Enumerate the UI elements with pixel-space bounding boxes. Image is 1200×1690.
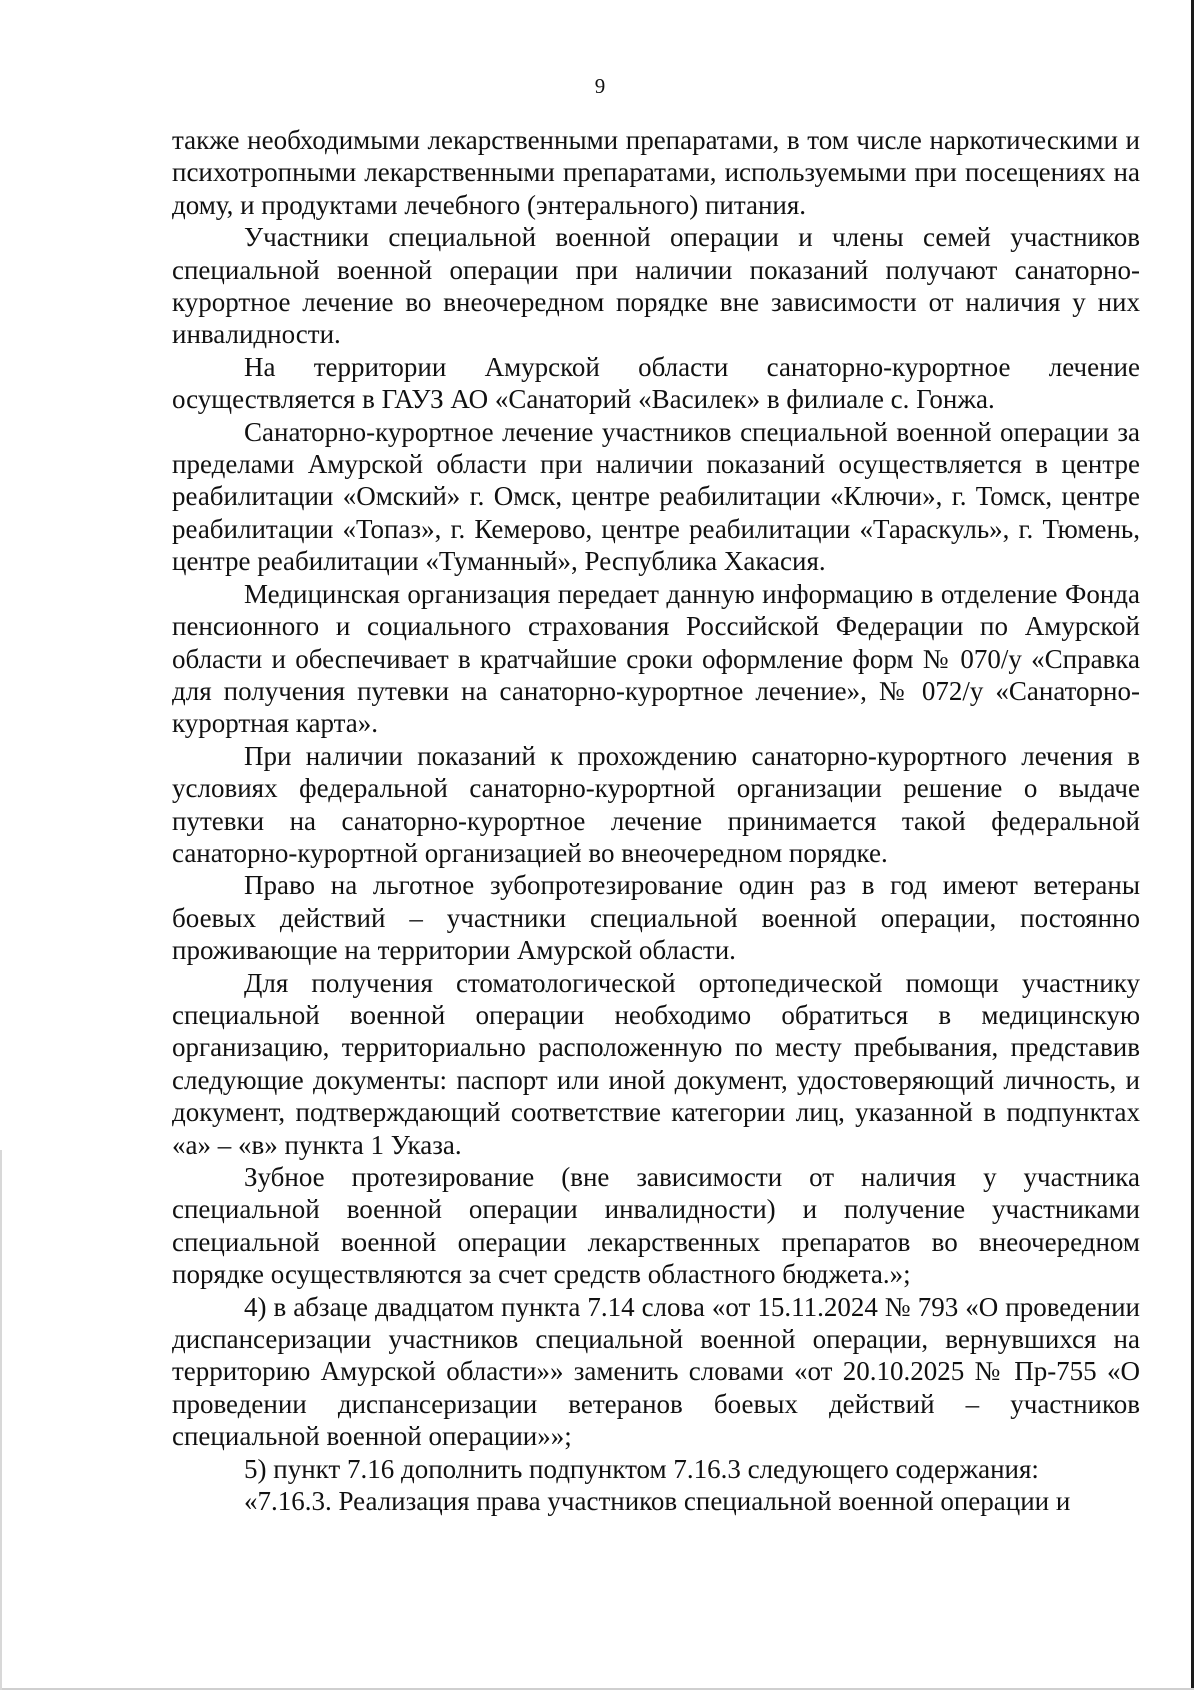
- paragraph-dental-documents: Для получения стоматологической ортопедической помощи участнику специальной военной операции необходимо обратиться в медицинскую организацию, территориально расположенную по месту пребывания, представив следующие документы: паспорт или иной документ, удостоверяющий личность, и документ, подтверждающий соответствие категории лиц, указанной в подпунктах «а» – «в» пункта 1 Указа.: [172, 967, 1140, 1160]
- paragraph-sanatorium-priority: Участники специальной военной операции и члены семей участников специальной военной операции при наличии показаний получают санаторно-курортное лечение во внеочередном порядке вне зависимости от наличия у них инвалидности.: [172, 222, 1140, 350]
- paragraph-continuation: также необходимыми лекарственными препаратами, в том числе наркотическими и психотропными лекарственными препаратами, используемыми при посещениях на дому, и продуктами лечебного (энтерального) питания.: [172, 125, 1140, 220]
- paragraph-dental-funding: Зубное протезирование (вне зависимости от наличия у участника специальной военной операции инвалидности) и получение участниками специальной военной операции лекарственных препаратов во внеочередном порядке осуществляются за счет средств областного бюджета.»;: [172, 1162, 1140, 1290]
- paragraph-dental-right: Право на льготное зубопротезирование один раз в год имеют ветераны боевых действий – участники специальной военной операции, постоянно проживающие на территории Амурской области.: [172, 870, 1140, 966]
- scan-edge-left: [0, 1150, 2, 1690]
- page-number: 9: [594, 74, 606, 98]
- paragraph-amendment-5: 5) пункт 7.16 дополнить подпунктом 7.16.3 следующего содержания:: [244, 1453, 1039, 1484]
- paragraph-subitem-7-16-3: «7.16.3. Реализация права участников специальной военной операции и: [244, 1486, 1071, 1517]
- paragraph-federal-sanatorium: При наличии показаний к прохождению санаторно-курортного лечения в условиях федеральной санаторно-курортной организации решение о выдаче путевки на санаторно-курортное лечение принимается такой федеральной санаторно-курортной организацией во внеочередном порядке.: [172, 740, 1140, 868]
- scan-edge-right: [1191, 0, 1194, 1690]
- paragraph-amur-sanatorium: На территории Амурской области санаторно-курортное лечение осуществляется в ГАУЗ АО «Санаторий «Василек» в филиале с. Гонжа.: [172, 351, 1140, 415]
- document-body: [172, 124, 1140, 1517]
- paragraph-amendment-4: 4) в абзаце двадцатом пункта 7.14 слова «от 15.11.2024 № 793 «О проведении диспансеризации участников специальной военной операции, вернувшихся на территорию Амурской области»» заменить словами «от 20.10.2025 № Пр-755 «О проведении диспансеризации ветеранов боевых действий – участников специальной военной операции»»;: [172, 1291, 1140, 1452]
- paragraph-rehab-centers: Санаторно-курортное лечение участников специальной военной операции за пределами Амурской области при наличии показаний осуществляется в центре реабилитации «Омский» г. Омск, центре реабилитации «Ключи», г. Томск, центре реабилитации «Топаз», г. Кемерово, центре реабилитации «Тараскуль», г. Тюмень, центре реабилитации «Туманный», Республика Хакасия.: [172, 416, 1140, 577]
- paragraph-medical-organization: Медицинская организация передает данную информацию в отделение Фонда пенсионного и социального страхования Российской Федерации по Амурской области и обеспечивает в кратчайшие сроки оформление форм № 070/у «Справка для получения путевки на санаторно-курортное лечение», № 072/у «Санаторно-курортная карта».: [172, 578, 1140, 739]
